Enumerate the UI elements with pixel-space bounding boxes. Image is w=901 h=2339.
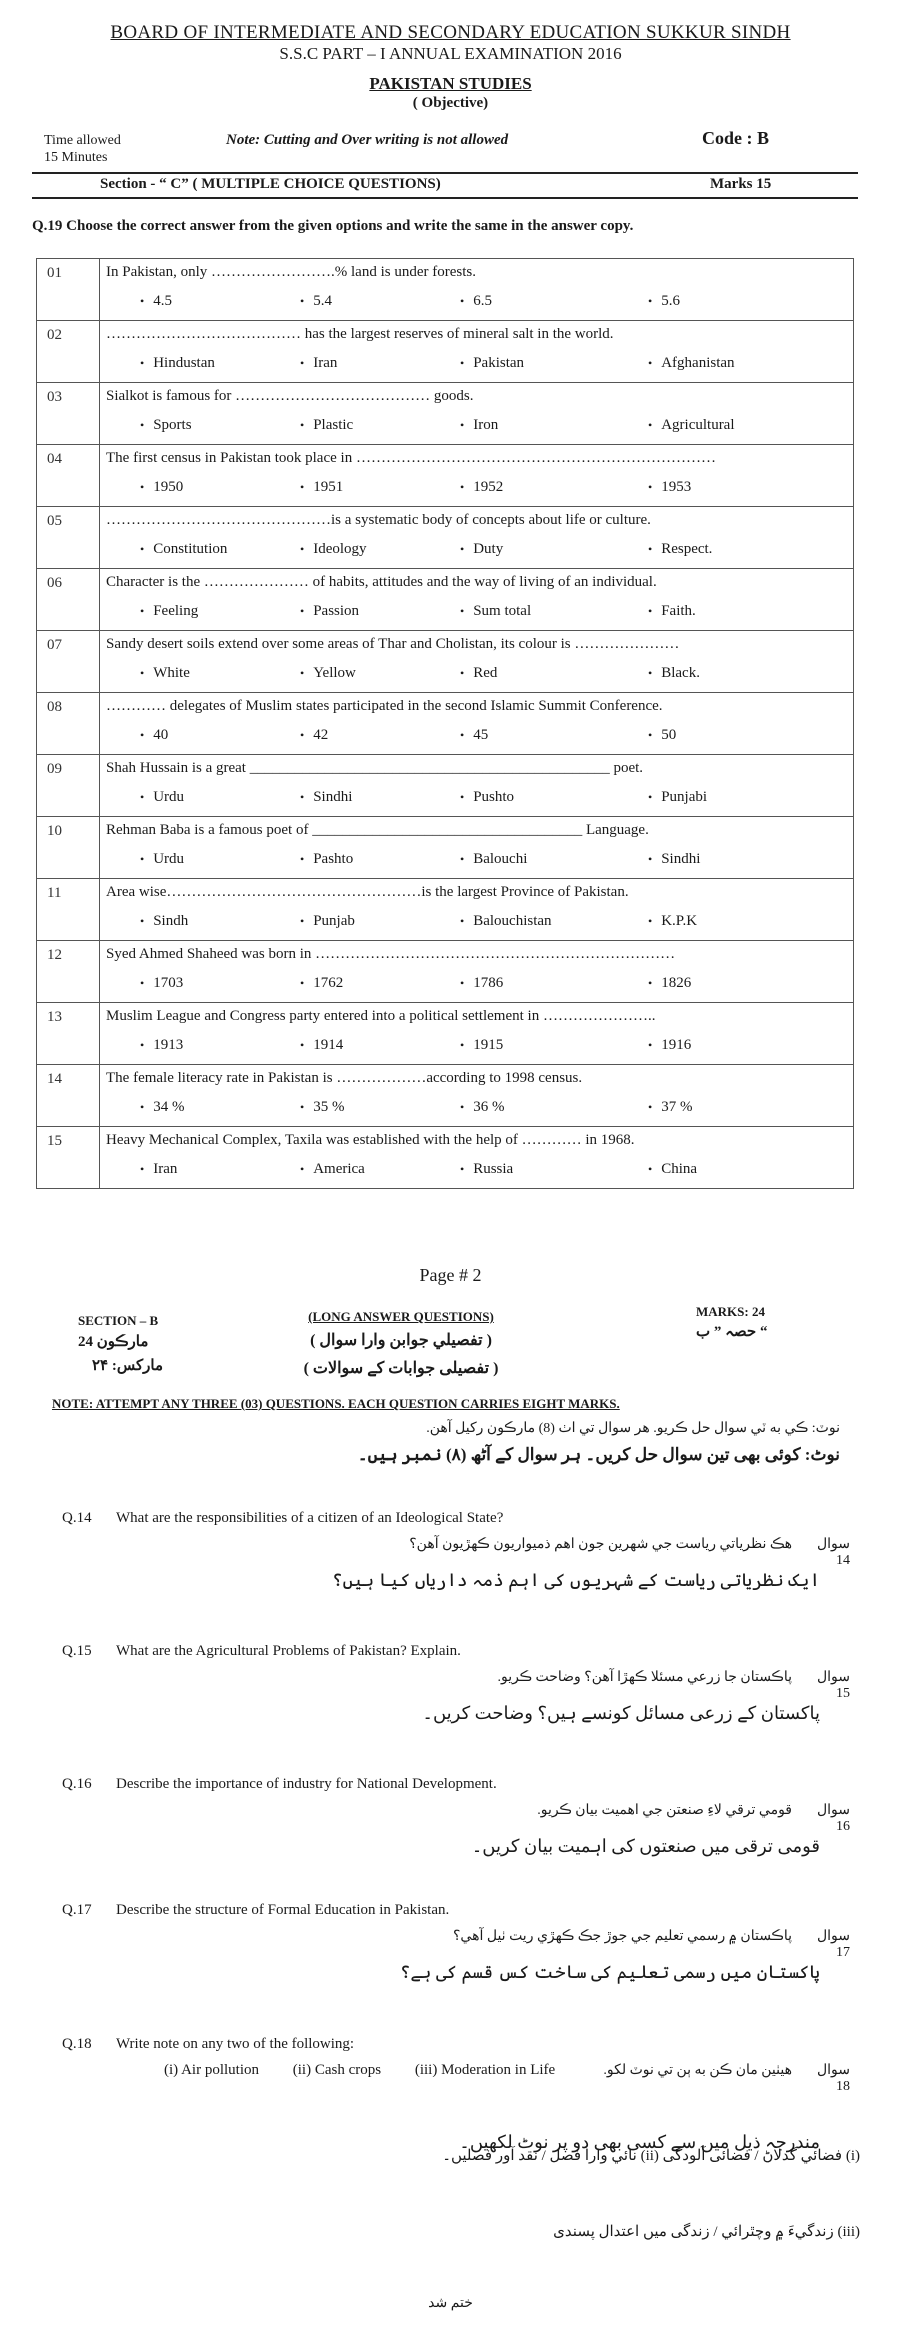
q18-option: (iii) Moderation in Life xyxy=(414,2062,556,2078)
mcq-row xyxy=(37,1065,854,1095)
mcq-option: • White xyxy=(140,665,190,682)
mcq-number: 03 xyxy=(37,383,100,445)
mcq-stem: The first census in Pakistan took place in ……………………………………………………………… xyxy=(100,445,854,475)
mcq-number: 06 xyxy=(37,569,100,631)
mcq-options xyxy=(100,722,854,755)
mcq-options-row xyxy=(37,970,854,1003)
mcq-number: 08 xyxy=(37,693,100,755)
mcq-option: • 5.4 xyxy=(300,293,332,310)
mcq-option: • 1915 xyxy=(460,1037,503,1054)
mcq-row xyxy=(37,383,854,413)
exam-title: S.S.C PART – I ANNUAL EXAMINATION 2016 xyxy=(279,44,622,63)
mcq-option: • 1914 xyxy=(300,1037,343,1054)
mcq-stem: ………………………………… has the largest reserves of mineral salt in the world. xyxy=(100,321,854,351)
mcq-stem: Muslim League and Congress party entered into a political settlement in ………………….. xyxy=(100,1003,854,1033)
board-name: BOARD OF INTERMEDIATE AND SECONDARY EDUCATION SUKKUR SINDH xyxy=(110,22,791,43)
mcq-option: • 1953 xyxy=(648,479,691,496)
long-question-number-urdu: سوال 17 xyxy=(816,1929,850,1960)
mcq-option: • Pashto xyxy=(300,851,353,868)
mcq-option: • Agricultural xyxy=(648,417,735,434)
mcq-option: • Iran xyxy=(300,355,337,372)
section-b-sindhi: مارڪون 24 xyxy=(78,1334,149,1350)
mcq-row xyxy=(37,1127,854,1157)
mcq-option: • Respect. xyxy=(648,541,712,558)
mcq-option: • Iran xyxy=(140,1161,177,1178)
long-question-sindhi: قومي ترقي لاءِ صنعتن جي اهميت بيان ڪريو. xyxy=(537,1803,792,1818)
section-b-note xyxy=(52,1396,620,1412)
q18-urdu-options-2: (iii) زندگيءَ ۾ وچٿرائي / زندگی میں اعتدال پسندی xyxy=(553,2224,860,2240)
section-b-marks: MARKS: 24 xyxy=(696,1304,765,1319)
mcq-number: 05 xyxy=(37,507,100,569)
mcq-options-row xyxy=(37,908,854,941)
mcq-options-row xyxy=(37,288,854,321)
mcq-row xyxy=(37,259,854,289)
mcq-option: • 1703 xyxy=(140,975,183,992)
mcq-number: 04 xyxy=(37,445,100,507)
divider-top xyxy=(32,172,858,174)
subject-title: PAKISTAN STUDIES xyxy=(369,74,532,93)
mcq-option: • Ideology xyxy=(300,541,367,558)
q18-urdu-options-1: (i) فضائي گدلاڻ / فضائی آلودگی (ii) نائي وارا فصل / نقد آور فصلیں۔ xyxy=(442,2148,860,2164)
mcq-option: • 1826 xyxy=(648,975,691,992)
mcq-row xyxy=(37,817,854,847)
mcq-option: • 37 % xyxy=(648,1099,692,1116)
mcq-option: • Sindhi xyxy=(300,789,352,806)
long-question-sindhi: هيٺين مان ڪن به ٻن تي نوٽ لکو. xyxy=(603,2063,792,2078)
mcq-option: • 1951 xyxy=(300,479,343,496)
mcq-option: • Punjab xyxy=(300,913,355,930)
mcq-options xyxy=(100,350,854,383)
mcq-option: • Urdu xyxy=(140,789,184,806)
mcq-options-row xyxy=(37,784,854,817)
mcq-row xyxy=(37,507,854,537)
section-c-title: Section - “ C” ( MULTIPLE CHOICE QUESTIONS) xyxy=(100,176,441,192)
mcq-row xyxy=(37,321,854,351)
mcq-options-row xyxy=(37,536,854,569)
mcq-number: 15 xyxy=(37,1127,100,1189)
mcq-row xyxy=(37,631,854,661)
long-question-number-urdu: سوال 14 xyxy=(816,1537,850,1568)
mcq-options xyxy=(100,846,854,879)
q18-options xyxy=(164,2062,585,2079)
mcq-row xyxy=(37,445,854,475)
mcq-options-row xyxy=(37,1156,854,1189)
mcq-options xyxy=(100,412,854,445)
time-label: Time allowed xyxy=(44,133,121,148)
time-value: 15 Minutes xyxy=(44,150,108,165)
q18-option: (i) Air pollution xyxy=(164,2062,259,2078)
long-answer-urdu: ( تفصیلی جوابات کے سوالات ) xyxy=(303,1360,499,1377)
long-question-text: Describe the importance of industry for National Development. xyxy=(116,1776,497,1792)
mcq-row xyxy=(37,1003,854,1033)
mcq-option: • 40 xyxy=(140,727,168,744)
mcq-options xyxy=(100,660,854,693)
mcq-option: • Sindh xyxy=(140,913,188,930)
mcq-options xyxy=(100,598,854,631)
time-allowed xyxy=(44,132,121,166)
mcq-row xyxy=(37,941,854,971)
mcq-options-row xyxy=(37,474,854,507)
mcq-option: • 45 xyxy=(460,727,488,744)
mcq-row xyxy=(37,569,854,599)
divider-bottom xyxy=(32,197,858,199)
long-question-number: Q.15 xyxy=(62,1643,92,1659)
q19-instruction: Q.19 Choose the correct answer from the given options and write the same in the answer copy. xyxy=(32,218,634,234)
mcq-options xyxy=(100,1032,854,1065)
long-question-number: Q.18 xyxy=(62,2036,92,2052)
mcq-option: • 1913 xyxy=(140,1037,183,1054)
mcq-option: • 35 % xyxy=(300,1099,344,1116)
long-question-number: Q.14 xyxy=(62,1510,92,1526)
mcq-option: • Punjabi xyxy=(648,789,707,806)
mcq-stem: Sialkot is famous for ………………………………… goods. xyxy=(100,383,854,413)
mcq-option: • Plastic xyxy=(300,417,353,434)
section-b-title: SECTION – B xyxy=(78,1313,159,1328)
mcq-stem: Heavy Mechanical Complex, Taxila was established with the help of ………… in 1968. xyxy=(100,1127,854,1157)
section-b-marks-urdu: حصہ ” ب “ xyxy=(696,1324,768,1340)
end-marker: ختم شد xyxy=(428,2296,473,2311)
mcq-stem: Area wise……………………………………………is the largest Province of Pakistan. xyxy=(100,879,854,909)
mcq-option: • Black. xyxy=(648,665,700,682)
section-c-marks: Marks 15 xyxy=(710,176,772,192)
section-b-urdu: مارکس: ۲۴ xyxy=(92,1358,163,1374)
mcq-option: • 1786 xyxy=(460,975,503,992)
mcq-table xyxy=(36,258,854,1189)
mcq-option: • 1916 xyxy=(648,1037,691,1054)
mcq-number: 02 xyxy=(37,321,100,383)
mcq-option: • 1950 xyxy=(140,479,183,496)
mcq-row xyxy=(37,693,854,723)
mcq-option: • Pakistan xyxy=(460,355,524,372)
long-question-number-urdu: سوال 18 xyxy=(816,2063,850,2094)
mcq-option: • Urdu xyxy=(140,851,184,868)
mcq-option: • Afghanistan xyxy=(648,355,735,372)
mcq-option: • K.P.K xyxy=(648,913,697,930)
page-number: Page # 2 xyxy=(419,1265,482,1285)
mcq-option: • Iron xyxy=(460,417,498,434)
long-question-text: Write note on any two of the following: xyxy=(116,2036,355,2052)
mcq-options xyxy=(100,1094,854,1127)
mcq-option: • Sum total xyxy=(460,603,531,620)
long-question-urdu: مندرجہ ذیل میں سے کسی بھی دو پر نوٹ لکھیں۔ xyxy=(459,2132,820,2152)
mcq-number: 07 xyxy=(37,631,100,693)
mcq-options-row xyxy=(37,350,854,383)
paper-type: ( Objective) xyxy=(412,95,489,111)
mcq-option: • Sindhi xyxy=(648,851,700,868)
mcq-stem: ………………………………………is a systematic body of concepts about life or culture. xyxy=(100,507,854,537)
mcq-option: • 50 xyxy=(648,727,676,744)
mcq-option: • 5.6 xyxy=(648,293,680,310)
mcq-option: • Yellow xyxy=(300,665,356,682)
mcq-stem: Character is the ………………… of habits, attitudes and the way of living of an individual. xyxy=(100,569,854,599)
mcq-option: • Pushto xyxy=(460,789,514,806)
long-question-urdu: پاکستان میں رسمی تعلیم کی ساخت کس قسم کی ہے؟ xyxy=(399,1962,820,1982)
long-question-number-urdu: سوال 15 xyxy=(816,1670,850,1701)
mcq-option: • Constitution xyxy=(140,541,227,558)
q18-option: (ii) Cash crops xyxy=(292,2062,382,2078)
mcq-option: • China xyxy=(648,1161,697,1178)
mcq-number: 10 xyxy=(37,817,100,879)
long-question-urdu: قومی ترقی میں صنعتوں کی اہمیت بیان کریں۔ xyxy=(471,1836,820,1856)
mcq-option: • 6.5 xyxy=(460,293,492,310)
mcq-number: 14 xyxy=(37,1065,100,1127)
mcq-options xyxy=(100,536,854,569)
mcq-number: 01 xyxy=(37,259,100,321)
mcq-option: • Red xyxy=(460,665,497,682)
long-question-text: What are the responsibilities of a citizen of an Ideological State? xyxy=(116,1510,504,1526)
long-question-sindhi: پاڪستان ۾ رسمي تعليم جي جوڙ جڪ ڪهڙي ريت ٺيل آهي؟ xyxy=(452,1929,792,1944)
mcq-option: • 1952 xyxy=(460,479,503,496)
mcq-option: • 1762 xyxy=(300,975,343,992)
mcq-option: • Russia xyxy=(460,1161,513,1178)
mcq-options-row xyxy=(37,1032,854,1065)
section-b-note-sindhi: نوٽ: ڪي به ٽي سوال حل ڪريو. هر سوال تي اٺ (8) مارڪون رکيل آهن. xyxy=(426,1421,840,1436)
mcq-option: • Hindustan xyxy=(140,355,215,372)
mcq-stem: ………… delegates of Muslim states participated in the second Islamic Summit Conference. xyxy=(100,693,854,723)
mcq-option: • 42 xyxy=(300,727,328,744)
mcq-options xyxy=(100,908,854,941)
mcq-options xyxy=(100,970,854,1003)
mcq-row xyxy=(37,879,854,909)
long-answer-title: (LONG ANSWER QUESTIONS) xyxy=(308,1309,494,1324)
mcq-option: • 4.5 xyxy=(140,293,172,310)
mcq-number: 09 xyxy=(37,755,100,817)
mcq-option: • America xyxy=(300,1161,365,1178)
mcq-option: • Passion xyxy=(300,603,359,620)
mcq-option: • Sports xyxy=(140,417,192,434)
long-question-sindhi: پاڪستان جا زرعي مسئلا ڪهڙا آهن؟ وضاحت ڪريو. xyxy=(497,1670,792,1685)
mcq-options xyxy=(100,1156,854,1189)
note-cutting: Note: Cutting and Over writing is not allowed xyxy=(226,132,509,148)
section-b-note-text: NOTE: ATTEMPT ANY THREE (03) QUESTIONS. EACH QUESTION CARRIES EIGHT MARKS. xyxy=(52,1396,620,1411)
mcq-options xyxy=(100,288,854,321)
mcq-row xyxy=(37,755,854,785)
mcq-options xyxy=(100,474,854,507)
long-question-sindhi: هڪ نظرياتي رياست جي شهرين جون اهم ذميواريون ڪهڙيون آهن؟ xyxy=(409,1537,792,1552)
mcq-option: • Faith. xyxy=(648,603,696,620)
mcq-stem: The female literacy rate in Pakistan is ………………according to 1998 census. xyxy=(100,1065,854,1095)
long-question-urdu: ایک نظریاتی ریاست کے شہریوں کی اہم ذمہ داریاں کیا ہیں؟ xyxy=(332,1570,820,1590)
mcq-stem: Sandy desert soils extend over some areas of Thar and Cholistan, its colour is ………………… xyxy=(100,631,854,661)
section-b-note-urdu: نوٹ: کوئی بھی تین سوال حل کریں۔ ہر سوال کے آٹھ (۸) نمبر ہیں۔ xyxy=(357,1445,840,1464)
mcq-stem: Syed Ahmed Shaheed was born in ……………………………………………………………… xyxy=(100,941,854,971)
mcq-options-row xyxy=(37,598,854,631)
long-answer-sindhi: ( تفصيلي جوابن وارا سوال ) xyxy=(310,1332,492,1349)
mcq-option: • 34 % xyxy=(140,1099,184,1116)
long-question-number: Q.16 xyxy=(62,1776,92,1792)
mcq-option: • Feeling xyxy=(140,603,198,620)
mcq-options-row xyxy=(37,846,854,879)
mcq-number: 11 xyxy=(37,879,100,941)
mcq-options-row xyxy=(37,1094,854,1127)
mcq-number: 12 xyxy=(37,941,100,1003)
paper-code: Code : B xyxy=(702,128,769,148)
long-question-text: What are the Agricultural Problems of Pakistan? Explain. xyxy=(116,1643,461,1659)
mcq-options-row xyxy=(37,412,854,445)
long-question-text: Describe the structure of Formal Education in Pakistan. xyxy=(116,1902,450,1918)
mcq-option: • Duty xyxy=(460,541,503,558)
long-question-number: Q.17 xyxy=(62,1902,92,1918)
mcq-options-row xyxy=(37,660,854,693)
mcq-stem: Rehman Baba is a famous poet of ____________________________________ Language. xyxy=(100,817,854,847)
long-question-number-urdu: سوال 16 xyxy=(816,1803,850,1834)
mcq-option: • 36 % xyxy=(460,1099,504,1116)
mcq-stem: In Pakistan, only …………………….% land is under forests. xyxy=(100,259,854,289)
mcq-number: 13 xyxy=(37,1003,100,1065)
mcq-option: • Balouchi xyxy=(460,851,527,868)
long-question-urdu: پاکستان کے زرعی مسائل کونسے ہیں؟ وضاحت کریں۔ xyxy=(422,1703,820,1723)
mcq-options-row xyxy=(37,722,854,755)
mcq-options xyxy=(100,784,854,817)
mcq-option: • Balouchistan xyxy=(460,913,552,930)
mcq-stem: Shah Hussain is a great ________________________________________________ poet. xyxy=(100,755,854,785)
